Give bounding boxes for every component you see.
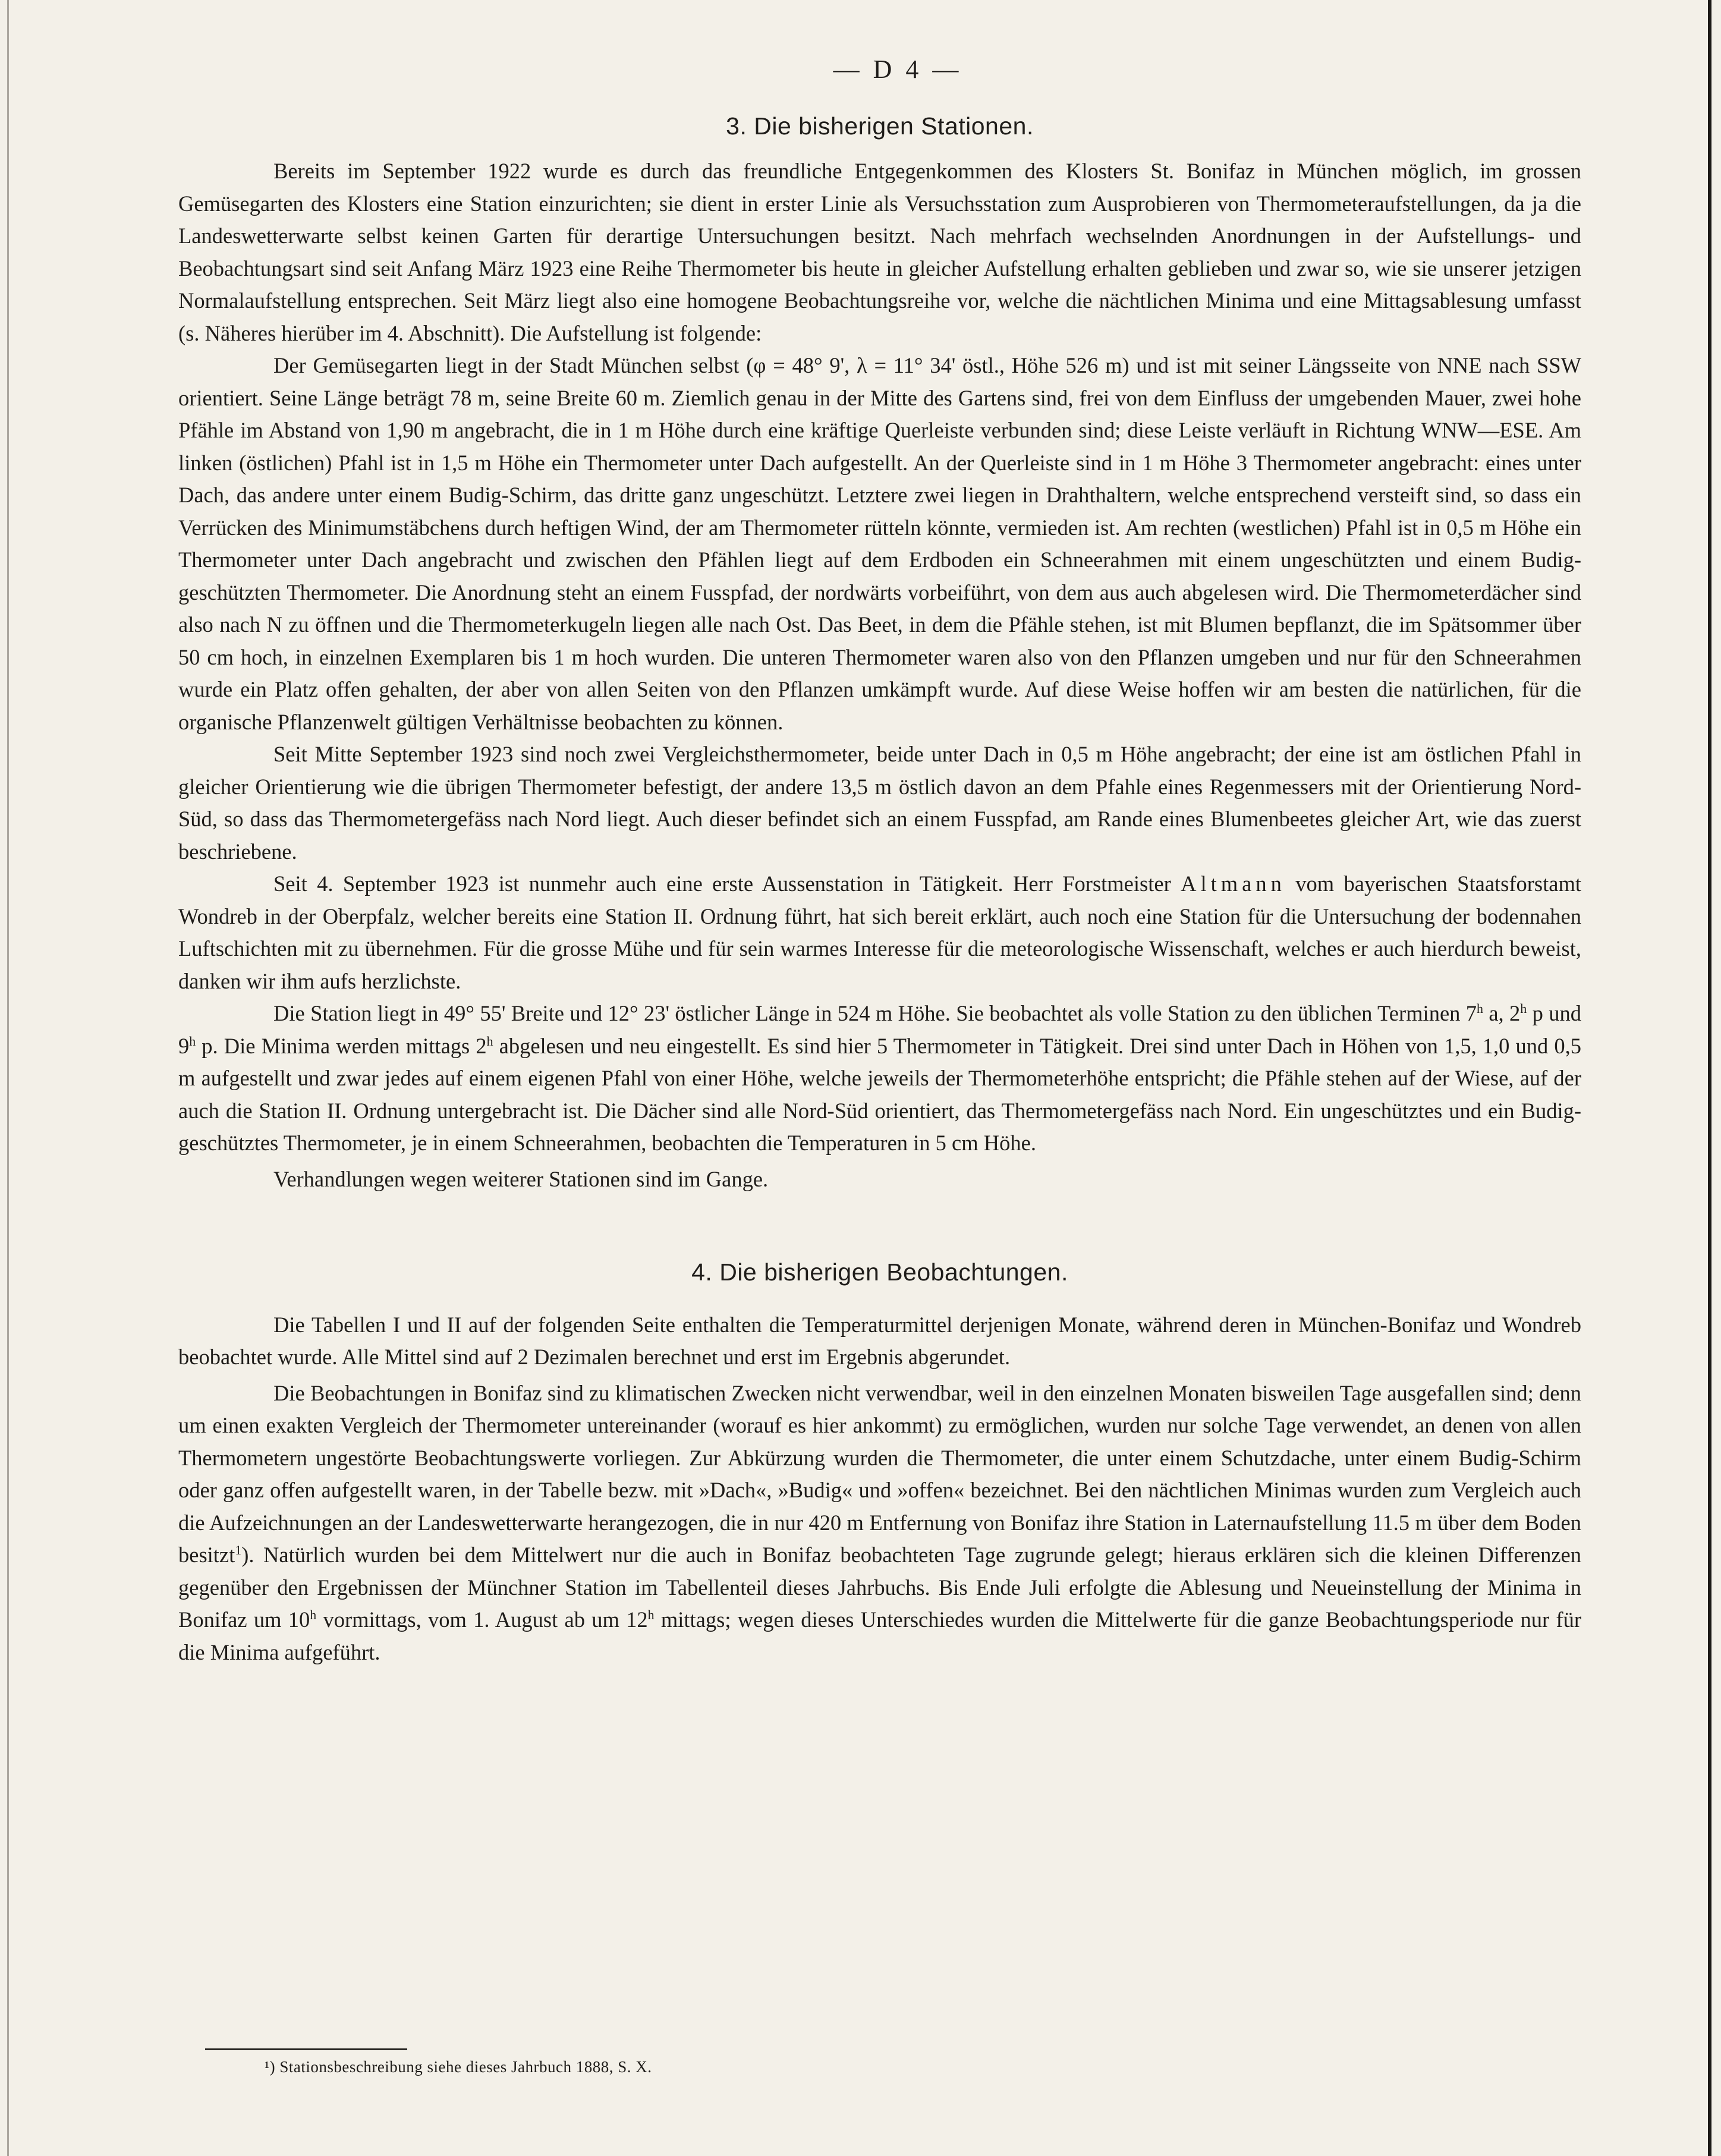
paragraph-text-d: mittags; wegen dieses Unterschiedes wurden die Mittelwerte für die ganze Beobachtungsperiode nur für die Minima aufgeführt.: [178, 1607, 1581, 1664]
scan-edge-right: [1708, 0, 1711, 2156]
section-3-paragraph-1: Bereits im September 1922 wurde es durch das freundliche Entgegenkommen des Klosters St. Bonifaz in München möglich, im grossen Gemüsegarten des Klosters eine Station einzurichten; sie dient in erster Linie als Versuchsstation zum Ausprobieren von Thermometeraufstellungen, da ja die Landeswetterwarte selbst keinen Garten für derartige Untersuchungen besitzt. Nach mehrfach wechselnden Anordnungen in der Aufstellungs- und Beobachtungsart sind seit Anfang März 1923 eine Reihe Thermometer bis heute in gleicher Aufstellung erhalten geblieben und zwar so, wie sie unserer jetzigen Normalaufstellung entsprechen. Seit März liegt also eine homogene Beobachtungsreihe vor, welche die nächtlichen Minima und eine Mittagsablesung umfasst (s. Näheres hierüber im 4. Abschnitt). Die Aufstellung ist folgende:: [178, 159, 1581, 345]
section-3-paragraph-5: [178, 997, 1581, 1160]
hour-superscript: h: [486, 1033, 493, 1049]
footnote: ¹) Stationsbeschreibung siehe dieses Jahrbuch 1888, S. X.: [265, 2058, 652, 2076]
footnote-reference: 1: [235, 1542, 242, 1557]
section-4-heading: 4. Die bisherigen Beobachtungen.: [691, 1258, 1068, 1286]
section-4-paragraph-2: [178, 1377, 1581, 1669]
section-3-heading: 3. Die bisherigen Stationen.: [726, 112, 1034, 140]
section-3-paragraph-2: Der Gemüsegarten liegt in der Stadt München selbst (φ = 48° 9', λ = 11° 34' östl., Höhe 526 m) und ist mit seiner Längsseite von NNE nach SSW orientiert. Seine Länge beträgt 78 m, seine Breite 60 m. Ziemlich genau in der Mitte des Gartens sind, frei von dem Einfluss der umgebenden Mauer, zwei hohe Pfähle im Abstand von 1,90 m angebracht, die in 1 m Höhe durch eine kräftige Querleiste verbunden sind; diese Leiste verläuft in Richtung WNW—ESE. Am linken (östlichen) Pfahl ist in 1,5 m Höhe ein Thermometer unter Dach aufgestellt. An der Querleiste sind in 1 m Höhe 3 Thermometer angebracht: eines unter Dach, das andere unter einem Budig-Schirm, das dritte ganz ungeschützt. Letztere zwei liegen in Drahthaltern, welche entsprechend versteift sind, so dass ein Verrücken des Minimumstäbchens durch heftigen Wind, der am Thermometer rütteln könnte, vermieden ist. Am rechten (westlichen) Pfahl ist in 0,5 m Höhe ein Thermometer unter Dach angebracht und zwischen den Pfählen liegt auf dem Erdboden ein Schneerahmen mit einem ungeschützten und einem Budig-geschützten Thermometer. Die Anordnung steht an einem Fusspfad, der nordwärts vorbeiführt, von dem aus auch abgelesen wird. Die Thermometerdächer sind also nach N zu öffnen und die Thermometerkugeln liegen alle nach Ost. Das Beet, in dem die Pfähle stehen, ist mit Blumen bepflanzt, die im Spätsommer über 50 cm hoch, in einzelnen Exemplaren bis 1 m hoch wurden. Die unteren Thermometer waren also von den Pflanzen umgeben und nur für den Schneerahmen wurde ein Platz offen gehalten, der aber von allen Seiten von den Pflanzen umkämpft wurde. Auf diese Weise hoffen wir am besten die natürlichen, für die organische Pflanzenwelt gültigen Verhältnisse beobachten zu können.: [178, 353, 1581, 734]
hour-superscript: h: [310, 1607, 317, 1622]
paragraph-text-b: ). Natürlich wurden bei dem Mittelwert nur die auch in Bonifaz beobachteten Tage zugrunde gelegt; hieraus erklären sich die kleinen Differenzen gegenüber den Ergebnissen der Münchner Station im Tabellenteil dieses Jahrbuchs. Bis Ende Juli erfolgte die Ablesung und Neueinstellung der Minima in Bonifaz um 10: [178, 1543, 1581, 1632]
section-3-paragraph-6: Verhandlungen wegen weiterer Stationen sind im Gange.: [273, 1166, 769, 1191]
section-3-paragraph-3: Seit Mitte September 1923 sind noch zwei Vergleichsthermometer, beide unter Dach in 0,5 m Höhe angebracht; der eine ist am östlichen Pfahl in gleicher Orientierung wie die übrigen Thermometer befestigt, der andere 13,5 m östlich davon an dem Pfahle eines Regenmessers mit der Orientierung Nord-Süd, so dass das Thermometergefäss nach Nord liegt. Auch dieser befindet sich an einem Fusspfad, am Rande eines Blumenbeetes gleicher Art, wie das zuerst beschriebene.: [178, 742, 1581, 864]
footnote-rule: [205, 2048, 407, 2050]
paragraph-text-c: vormittags, vom 1. August ab um 12: [316, 1607, 648, 1632]
section-3-paragraph-4: [178, 868, 1581, 997]
paragraph-4-text-a: Seit 4. September 1923 ist nunmehr auch eine erste Aussenstation in Tätigkeit. Herr Forstmeister: [273, 871, 1171, 896]
paragraph-5-text-b: a, 2: [1483, 1001, 1521, 1025]
hour-superscript: h: [189, 1033, 196, 1049]
paragraph-5-text-e: abgelesen und neu eingestellt. Es sind hier 5 Thermometer in Tätigkeit. Drei sind unter Dach in Höhen von 1,5, 1,0 und 0,5 m aufgestellt und zwar jedes auf einem eigenen Pfahl von einer Höhe, welche jeweils der Thermometerhöhe entspricht; die Pfähle stehen auf der Wiese, auf der auch die Station II. Ordnung untergebracht ist. Die Dächer sind alle Nord-Süd orientiert, das Thermometergefäss nach Nord. Ein ungeschütztes und ein Budig-geschütztes Thermometer, je in einem Schneerahmen, beobachten die Temperaturen in 5 cm Höhe.: [178, 1033, 1581, 1155]
paragraph-text-a: Die Beobachtungen in Bonifaz sind zu klimatischen Zwecken nicht verwendbar, weil in den einzelnen Monaten bisweilen Tage ausgefallen sind; denn um einen exakten Vergleich der Thermometer untereinander (worauf es hier ankommt) zu ermöglichen, wurden nur solche Tage verwendet, an denen von allen Thermometern ungestörte Beobachtungswerte vorliegen. Zur Abkürzung wurden die Thermometer, die unter einem Schutzdache, unter einem Budig-Schirm oder ganz offen aufgestellt waren, in der Tabelle bezw. mit »Dach«, »Budig« und »offen« bezeichnet. Bei den nächtlichen Minimas wurden zum Vergleich auch die Aufzeichnungen an der Landeswetterwarte herangezogen, die in nur 420 m Entfernung von Bonifaz ihre Station in Laternaufstellung 11.5 m über dem Boden besitzt: [178, 1380, 1581, 1567]
paragraph-5-text-a: Die Station liegt in 49° 55' Breite und 12° 23' östlicher Länge in 524 m Höhe. Sie beobachtet als volle Station zu den üblichen Terminen 7: [273, 1001, 1477, 1025]
section-4-paragraph-1: Die Tabellen I und II auf der folgenden Seite enthalten die Temperaturmittel derjenigen Monate, während deren in München-Bonifaz und Wondreb beobachtet wurde. Alle Mittel sind auf 2 Dezimalen berechnet und erst im Ergebnis abgerundet.: [178, 1312, 1581, 1369]
text-block: [178, 53, 1581, 1669]
scan-edge-left: [7, 0, 9, 2156]
hour-superscript: h: [1520, 1000, 1527, 1016]
paragraph-5-text-c: p und 9: [178, 1001, 1581, 1058]
page-number: — D 4 —: [833, 55, 962, 84]
paragraph-5-text-d: p. Die Minima werden mittags 2: [196, 1033, 487, 1058]
hour-superscript: h: [1477, 1000, 1483, 1016]
hour-superscript: h: [647, 1607, 655, 1622]
paragraph-4-text-b: vom bayerischen Staatsforstamt Wondreb in der Oberpfalz, welcher bereits eine Station II. Ordnung führt, hat sich bereit erklärt, auch noch eine Station für die Untersuchung der bodennahen Luftschichten mit zu übernehmen. Für die grosse Mühe und für sein warmes Interesse für die meteorologische Wissenschaft, welches er auch hierdurch beweist, danken wir ihm aufs herzlichste.: [178, 871, 1582, 993]
person-name-altmann: Altmann: [1181, 871, 1286, 896]
